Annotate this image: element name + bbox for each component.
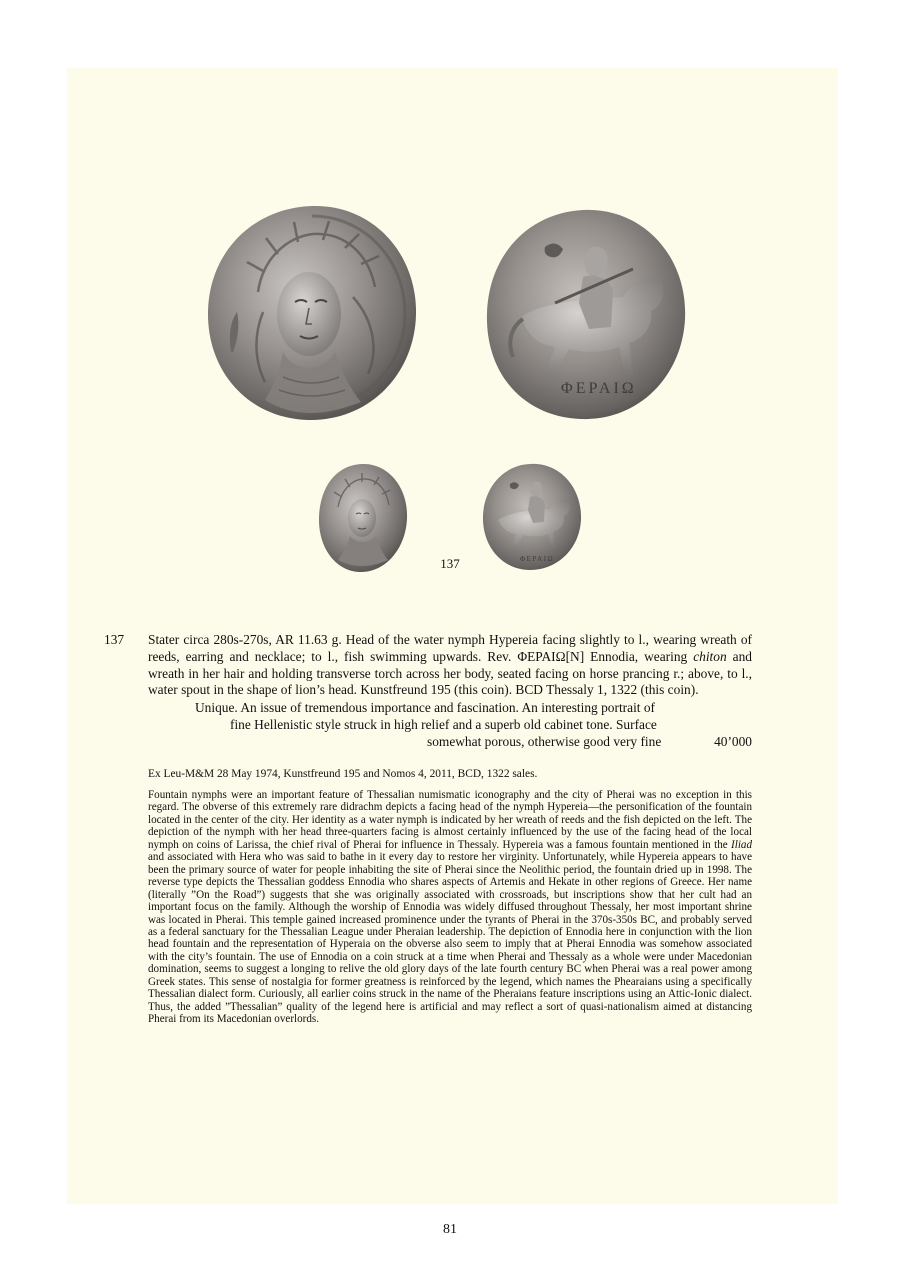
lot-estimate: 40’000 <box>714 734 752 749</box>
lot-description <box>148 632 752 699</box>
grade-line: fine Hellenistic style struck in high relief and a superb old cabinet tone. Surface <box>230 717 657 732</box>
lot-grade <box>148 700 752 751</box>
coin-legend-large: ΦΕΡΑΙΩ <box>561 380 637 397</box>
coin-obverse-large-image <box>203 202 421 424</box>
lot-description-text: and wreath in her hair and holding transverse torch across her body, seated facing on horse prancing r.; above, to l., water spout in the shape of lion’s head. Kunstfreund 195 (this coin). BCD Thessaly 1, 1322 (this coin). <box>148 648 752 698</box>
lot-number: 137 <box>104 632 125 647</box>
essay-italic: Iliad <box>731 838 752 851</box>
essay-text: and associated with Hera who was said to bathe in it every day to restore her virginity. Unfortunately, while Hypereia appears to have been the primary source of water for people inhabiting the site of Pherai since the Neolithic period, the fountain dried up in 1998. The reverse type depicts the Thessalian goddess Ennodia who shares aspects of Artemis and Hekate in other regions of Greece. Her name (literally ”On the Road”) suggests that she was originally associated with crossroads, but inscriptions show that her cult had an important focus on the family. Although the worship of Ennodia was widely diffused throughout Thessaly, her most important shrine was located in Pherai. This temple gained increased prominence under the tyrants of Pherai in the 370s-350s BC, and probably served as a federal sanctuary for the Thessalian League under Pheraian leadership. The depiction of Ennodia here in conjunction with the lion head fountain and the representation of Hyperaia on the obverse also seem to imply that at Pherai Ennodia was somehow associated with the city’s fountain. The use of Ennodia on a coin struck at a time when Pherai and Thessaly as a whole were under Macedonian domination, seems to suggest a longing to relive the old glory days of the late fourth century BC when Pherai was a real power among Greek states. This sense of nostalgia for former greatness is reinforced by the legend, which names the Phearaians using a specifically Thessalian dialect form. Curiously, all earlier coins struck in the name of the Pheraians feature inscriptions using an Attic-Ionic dialect. Thus, the added ”Thessalian” quality of the legend here is artificial and may reflect a sort of quasi-nationalism aimed at distancing Pherai from its Macedonian overlords. <box>148 851 752 1026</box>
lot-essay <box>148 789 752 1026</box>
coin-legend-small: ΦΕΡΑΙΩ <box>520 555 555 563</box>
lot-description-text: Stater circa 280s-270s, AR 11.63 g. Head of the water nymph Hypereia facing slightly to l., wearing wreath of reeds, earring and necklace; to l., fish swimming upwards. Rev. ΦΕΡΑΙΩ[Ν] Ennodia, wearing <box>148 632 752 664</box>
grade-line: somewhat porous, otherwise good very fine <box>427 734 662 749</box>
lot-caption-number: 137 <box>440 556 460 571</box>
coin-reverse-large-image <box>483 207 689 422</box>
lot-description-italic: chiton <box>693 648 727 664</box>
page-number: 81 <box>443 1222 457 1237</box>
provenance-note: Ex Leu-M&M 28 May 1974, Kunstfreund 195 and Nomos 4, 2011, BCD, 1322 sales. <box>148 768 538 780</box>
essay-text: Fountain nymphs were an important feature of Thessalian numismatic iconography and the city of Pherai was no exception in this regard. The obverse of this extremely rare didrachm depicts a facing head of the nymph Hypereia—the personification of the fountain located in the center of the city. Her identity as a water nymph is indicated by her wreath of reeds and the fish depicted on the left. The depiction of the nymph with her head three-quarters facing is almost certainly influenced by the use of the facing head of the local nymph on coins of Larissa, the chief rival of Pherai for influence in Thessaly. Hypereia was a famous fountain mentioned in the <box>148 789 752 851</box>
grade-line: Unique. An issue of tremendous importance and fascination. An interesting portrait of <box>195 700 656 715</box>
